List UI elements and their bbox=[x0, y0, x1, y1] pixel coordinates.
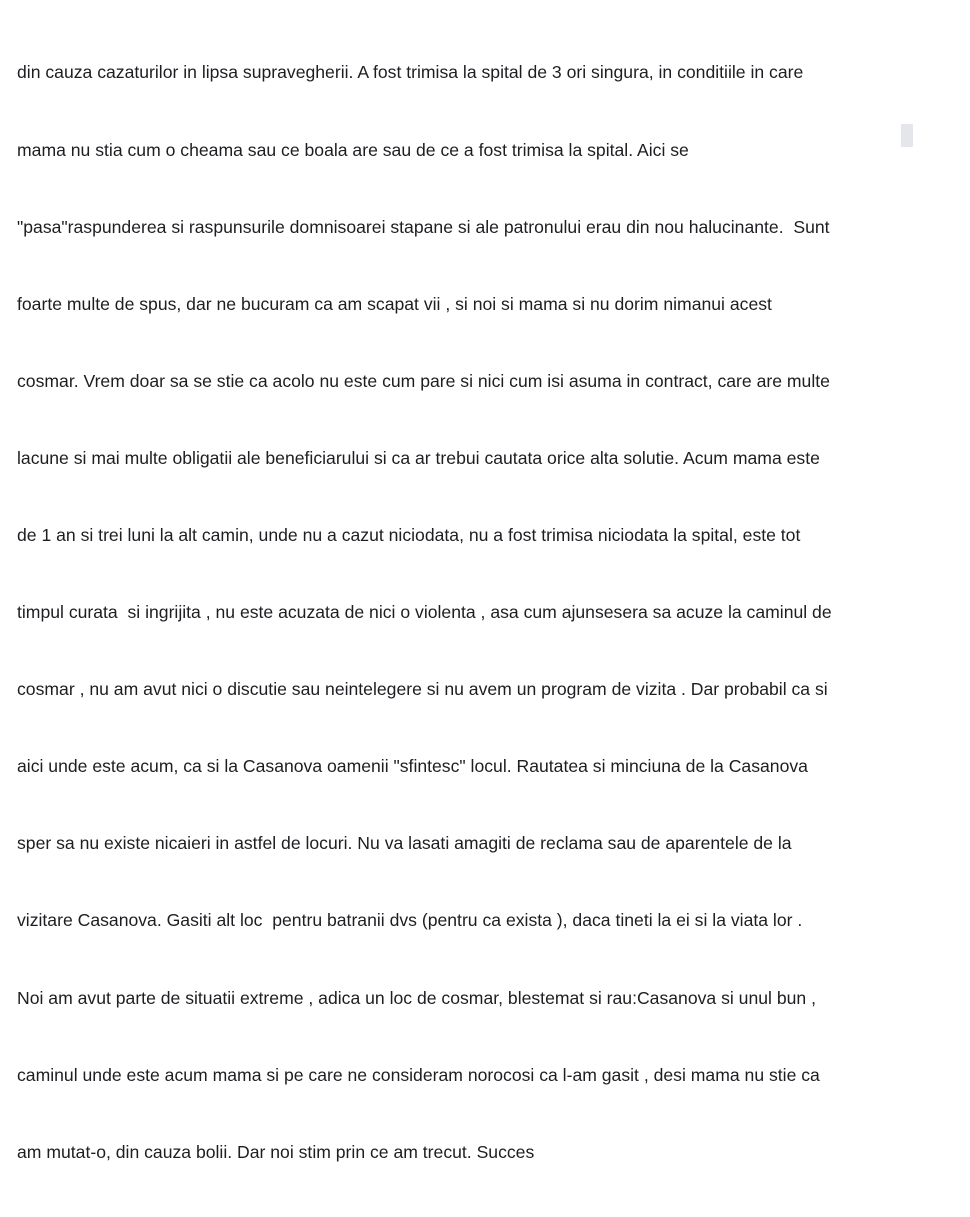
comment-line: cosmar , nu am avut nici o discutie sau neintelegere si nu avem un program de vizita . Dar probabil ca si bbox=[17, 679, 828, 700]
comment-body bbox=[17, 9, 897, 1217]
comment-line: mama nu stia cum o cheama sau ce boala are sau de ce a fost trimisa la spital. Aici se bbox=[17, 139, 689, 160]
comment-line: caminul unde este acum mama si pe care ne consideram norocosi ca l-am gasit , desi mama nu stie ca bbox=[17, 1064, 820, 1085]
comment-line: sper sa nu existe nicaieri in astfel de locuri. Nu va lasati amagiti de reclama sau de aparentele de la bbox=[17, 833, 792, 854]
comment-line: aici unde este acum, ca si la Casanova oamenii "sfintesc" locul. Rautatea si minciuna de la Casanova bbox=[17, 756, 808, 777]
comment-line: vizitare Casanova. Gasiti alt loc pentru batranii dvs (pentru ca exista ), daca tineti la ei si la viata lor . bbox=[17, 910, 803, 931]
comment-line: cosmar. Vrem doar sa se stie ca acolo nu este cum pare si nici cum isi asuma in contract, care are multe bbox=[17, 370, 830, 391]
comment-line: foarte multe de spus, dar ne bucuram ca am scapat vii , si noi si mama si nu dorim nimanui acest bbox=[17, 293, 772, 314]
comment-line: de 1 an si trei luni la alt camin, unde nu a cazut niciodata, nu a fost trimisa niciodata la spital, este tot bbox=[17, 524, 801, 545]
comment-line: lacune si mai multe obligatii ale beneficiarului si ca ar trebui cautata orice alta solutie. Acum mama este bbox=[17, 447, 820, 468]
comment-line: Noi am avut parte de situatii extreme , adica un loc de cosmar, blestemat si rau:Casanova si unul bun , bbox=[17, 987, 816, 1008]
comment-line: am mutat-o, din cauza bolii. Dar noi stim prin ce am trecut. Succes bbox=[17, 1141, 535, 1162]
comment-line: "pasa"raspunderea si raspunsurile domnisoarei stapane si ale patronului erau din nou halucinante. Sunt bbox=[17, 216, 830, 237]
scrollbar-thumb[interactable] bbox=[901, 124, 913, 147]
comment-line: timpul curata si ingrijita , nu este acuzata de nici o violenta , asa cum ajunsesera sa acuze la caminul de bbox=[17, 602, 832, 623]
comment-line: din cauza cazaturilor in lipsa supravegherii. A fost trimisa la spital de 3 ori singura, in conditiile in care bbox=[17, 62, 804, 83]
